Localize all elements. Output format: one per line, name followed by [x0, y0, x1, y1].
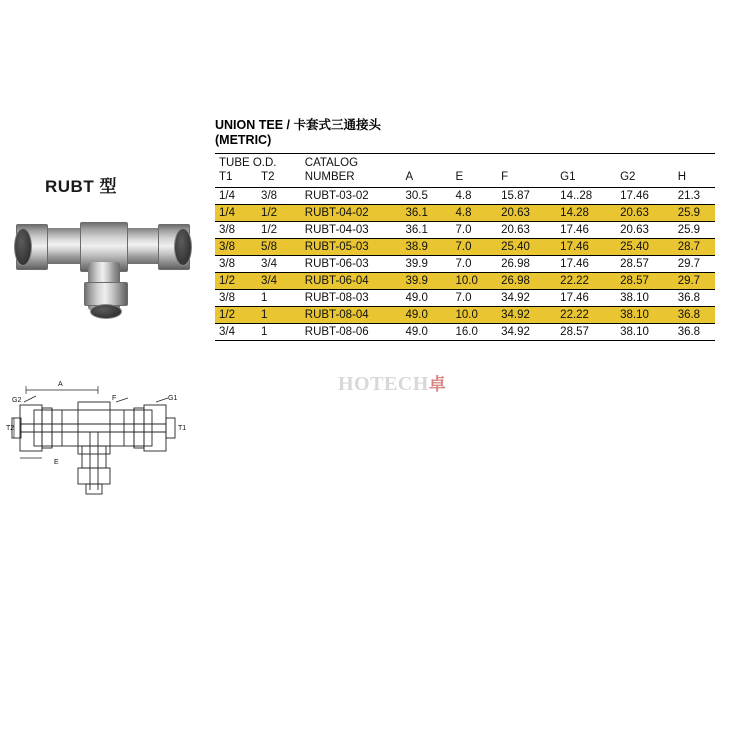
cell-g1: 14.28	[560, 207, 589, 219]
cell-f: 34.92	[501, 326, 530, 338]
cell-h: 29.7	[677, 258, 701, 270]
cell-f: 25.40	[501, 241, 530, 253]
cell-f: 34.92	[501, 309, 530, 321]
svg-text:T2: T2	[6, 425, 15, 432]
cell-a: 36.1	[405, 207, 428, 219]
cell-a: 49.0	[405, 326, 428, 338]
spec-table-body	[215, 188, 715, 341]
cell-t1: 3/8	[219, 241, 235, 253]
cell-g1: 17.46	[560, 241, 589, 253]
cell-t1: 1/4	[219, 190, 235, 202]
cell-h: 25.9	[677, 207, 701, 219]
cell-number: RUBT-08-04	[304, 309, 369, 321]
svg-text:A: A	[58, 381, 63, 388]
column-header-t2: T2	[261, 171, 275, 183]
cell-h: 28.7	[677, 241, 701, 253]
group-header-row	[215, 154, 715, 171]
cell-e: 7.0	[455, 241, 472, 253]
cell-f: 20.63	[501, 207, 530, 219]
cell-number: RUBT-08-03	[304, 292, 369, 304]
cell-number: RUBT-06-04	[304, 275, 369, 287]
spec-table	[215, 153, 715, 341]
cell-number: RUBT-06-03	[304, 258, 369, 270]
cell-g1: 14..28	[560, 190, 593, 202]
watermark-mark: 卓	[428, 375, 447, 395]
cell-g1: 28.57	[560, 326, 589, 338]
cell-g1: 22.22	[560, 309, 589, 321]
cell-number: RUBT-04-02	[304, 207, 369, 219]
column-header-a: A	[405, 171, 414, 183]
cell-t2: 5/8	[261, 241, 278, 253]
product-illustration-panel	[0, 0, 210, 750]
cell-t1: 3/4	[219, 326, 235, 338]
cell-number: RUBT-04-03	[304, 224, 369, 236]
cell-a: 30.5	[405, 190, 428, 202]
specification-table-panel	[215, 118, 715, 341]
svg-text:T1: T1	[178, 425, 187, 432]
svg-text:G1: G1	[168, 395, 178, 402]
table-row	[215, 256, 715, 273]
cell-e: 7.0	[455, 258, 472, 270]
watermark-text: HOTECH	[338, 373, 429, 395]
product-type-label: RUBT 型	[45, 177, 117, 196]
cell-a: 38.9	[405, 241, 428, 253]
column-header-g2: G2	[620, 171, 636, 183]
cell-f: 34.92	[501, 292, 530, 304]
cell-t1: 1/2	[219, 309, 235, 321]
cell-h: 25.9	[677, 224, 701, 236]
table-subtitle: (METRIC)	[215, 133, 272, 147]
table-row	[215, 239, 715, 256]
cell-h: 29.7	[677, 275, 701, 287]
column-header-e: E	[455, 171, 464, 183]
cell-a: 49.0	[405, 292, 428, 304]
column-header-row	[215, 170, 715, 188]
table-row	[215, 290, 715, 307]
cell-g2: 17.46	[620, 190, 649, 202]
watermark	[338, 370, 446, 396]
table-row	[215, 324, 715, 341]
cell-t2: 3/8	[261, 190, 278, 202]
group-header-tube-od: TUBE O.D.	[215, 154, 301, 171]
svg-text:F: F	[112, 395, 117, 402]
cell-g1: 17.46	[560, 224, 589, 236]
cell-f: 20.63	[501, 224, 530, 236]
union-tee-photo	[8, 200, 203, 350]
cell-t1: 3/8	[219, 292, 235, 304]
cell-t2: 1	[261, 292, 268, 304]
cell-t1: 1/4	[219, 207, 235, 219]
cell-t2: 3/4	[261, 275, 278, 287]
cell-e: 7.0	[455, 224, 472, 236]
cell-t2: 1/2	[261, 207, 278, 219]
table-row	[215, 273, 715, 290]
svg-text:G2: G2	[12, 397, 22, 404]
cell-f: 26.98	[501, 275, 530, 287]
cell-e: 16.0	[455, 326, 478, 338]
column-header-f: F	[501, 171, 509, 183]
cell-e: 10.0	[455, 275, 478, 287]
cell-h: 36.8	[677, 309, 701, 321]
table-row	[215, 188, 715, 205]
cell-t2: 1/2	[261, 224, 278, 236]
cell-g2: 38.10	[620, 326, 649, 338]
cell-h: 36.8	[677, 326, 701, 338]
column-header-number: NUMBER	[304, 171, 355, 183]
cell-g1: 17.46	[560, 258, 589, 270]
cell-a: 39.9	[405, 258, 428, 270]
spec-table-head	[215, 154, 715, 188]
column-header-g1: G1	[560, 171, 576, 183]
cell-t2: 1	[261, 326, 268, 338]
cell-g1: 17.46	[560, 292, 589, 304]
cell-g2: 28.57	[620, 275, 649, 287]
cell-t2: 1	[261, 309, 268, 321]
cell-g2: 38.10	[620, 292, 649, 304]
cell-t1: 1/2	[219, 275, 235, 287]
cell-g1: 22.22	[560, 275, 589, 287]
union-tee-dimension-drawing	[6, 372, 206, 512]
group-header-catalog: CATALOG	[301, 154, 402, 171]
svg-text:E: E	[54, 459, 59, 466]
cell-e: 4.8	[455, 190, 472, 202]
cell-a: 36.1	[405, 224, 428, 236]
cell-number: RUBT-03-02	[304, 190, 369, 202]
cell-g2: 38.10	[620, 309, 649, 321]
table-row	[215, 205, 715, 222]
cell-f: 15.87	[501, 190, 530, 202]
table-title: UNION TEE / 卡套式三通接头	[215, 118, 381, 132]
cell-a: 39.9	[405, 275, 428, 287]
cell-a: 49.0	[405, 309, 428, 321]
cell-e: 4.8	[455, 207, 472, 219]
cell-g2: 20.63	[620, 207, 649, 219]
cell-t1: 3/8	[219, 258, 235, 270]
cell-g2: 25.40	[620, 241, 649, 253]
column-header-h: H	[677, 171, 686, 183]
cell-g2: 20.63	[620, 224, 649, 236]
cell-t1: 3/8	[219, 224, 235, 236]
table-row	[215, 222, 715, 239]
cell-h: 36.8	[677, 292, 701, 304]
cell-t2: 3/4	[261, 258, 278, 270]
cell-e: 7.0	[455, 292, 472, 304]
column-header-t1: T1	[219, 171, 233, 183]
table-row	[215, 307, 715, 324]
cell-e: 10.0	[455, 309, 478, 321]
cell-h: 21.3	[677, 190, 701, 202]
cell-number: RUBT-05-03	[304, 241, 369, 253]
cell-number: RUBT-08-06	[304, 326, 369, 338]
cell-f: 26.98	[501, 258, 530, 270]
cell-g2: 28.57	[620, 258, 649, 270]
